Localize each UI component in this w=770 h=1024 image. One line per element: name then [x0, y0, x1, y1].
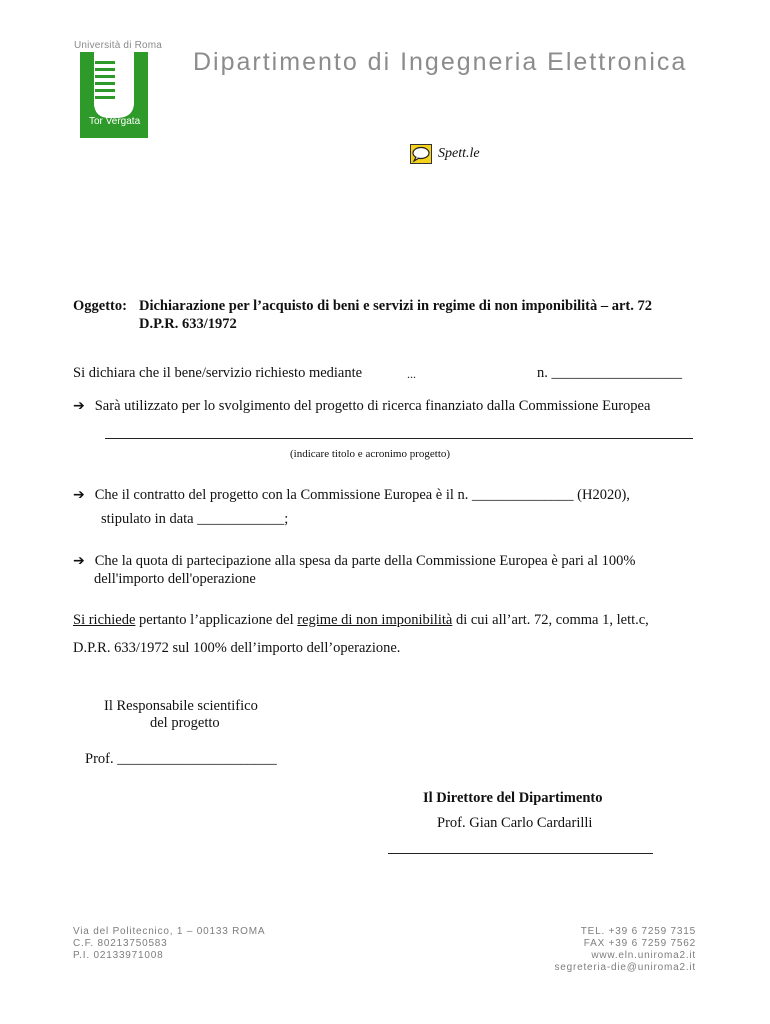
subject-key: Oggetto:	[73, 298, 127, 314]
university-logo	[72, 40, 163, 130]
bullet-item-3	[73, 553, 635, 570]
logo-university-text: Università di Roma	[74, 40, 163, 51]
bullet-item-2	[73, 487, 630, 504]
project-title-hint: (indicare titolo e acronimo progetto)	[290, 448, 451, 460]
logo-campus-text: Tor Vergata	[89, 116, 141, 127]
bullet-2-text: Che il contratto del progetto con la Commissione Europea è il n. ______________ (H2020),	[94, 487, 630, 503]
subject-line-1: Dichiarazione per l’acquisto di beni e servizi in regime di non imponibilità – art. 72	[139, 298, 653, 314]
department-title: Dipartimento di Ingegneria Elettronica	[193, 48, 688, 76]
recipient-block	[410, 143, 480, 165]
request-mid-1: pertanto l’applicazione del	[135, 612, 298, 628]
director-title: Il Direttore del Dipartimento	[423, 790, 603, 806]
arrow-right-icon: ➔	[73, 398, 85, 414]
request-pre: Si richiede	[73, 612, 136, 628]
arrow-right-icon: ➔	[73, 553, 85, 569]
arrow-right-icon: ➔	[73, 487, 85, 503]
bullet-1-text: Sarà utilizzato per lo svolgimento del progetto di ricerca finanziato dalla Commissione Europea	[94, 398, 651, 414]
director-signature-line[interactable]	[388, 853, 653, 854]
bullet-item-1	[73, 398, 650, 415]
subject	[73, 297, 713, 333]
responsible-label-1: Il Responsabile scientifico	[104, 698, 258, 714]
footer-right	[520, 926, 696, 974]
footer-left	[73, 926, 265, 962]
declaration-field[interactable]: ...	[407, 367, 416, 381]
recipient-label: Spett.le	[438, 146, 480, 161]
note-bubble-icon[interactable]	[410, 144, 432, 164]
footer-address: Via del Politecnico, 1 – 00133 ROMA	[73, 926, 266, 937]
stipulated-date-text: stipulato in data ____________;	[101, 511, 289, 527]
footer-pi: P.I. 02133971008	[73, 950, 164, 961]
responsible-label-2: del progetto	[150, 715, 220, 731]
declaration-text: Si dichiara che il bene/servizio richiesto mediante	[73, 365, 363, 381]
footer-cf: C.F. 80213750583	[73, 938, 168, 949]
subject-line-2: D.P.R. 633/1972	[139, 316, 237, 332]
number-field[interactable]: n. __________________	[537, 365, 682, 381]
bullet-3-text: Che la quota di partecipazione alla spesa da parte della Commissione Europea è pari al 100%	[94, 553, 636, 569]
footer-fax: FAX +39 6 7259 7562	[583, 938, 696, 949]
project-title-line[interactable]	[105, 438, 693, 439]
professor-signature-field[interactable]: Prof. ______________________	[85, 751, 277, 767]
tor-vergata-logo-mark	[76, 52, 154, 157]
director-name: Prof. Gian Carlo Cardarilli	[437, 815, 593, 831]
footer-email-link[interactable]: segreteria-die@uniroma2.it	[554, 962, 696, 973]
footer-web-link[interactable]: www.eln.uniroma2.it	[591, 950, 696, 961]
request-text	[73, 612, 649, 629]
footer-tel: TEL. +39 6 7259 7315	[580, 926, 696, 937]
bullet-3-continuation: dell'importo dell'operazione	[94, 571, 256, 587]
request-mid-2: di cui all’art. 72, comma 1, lett.c,	[452, 612, 649, 628]
request-text-line-2: D.P.R. 633/1972 sul 100% dell’importo dell’operazione.	[73, 640, 401, 656]
request-regime: regime di non imponibilità	[297, 612, 453, 628]
